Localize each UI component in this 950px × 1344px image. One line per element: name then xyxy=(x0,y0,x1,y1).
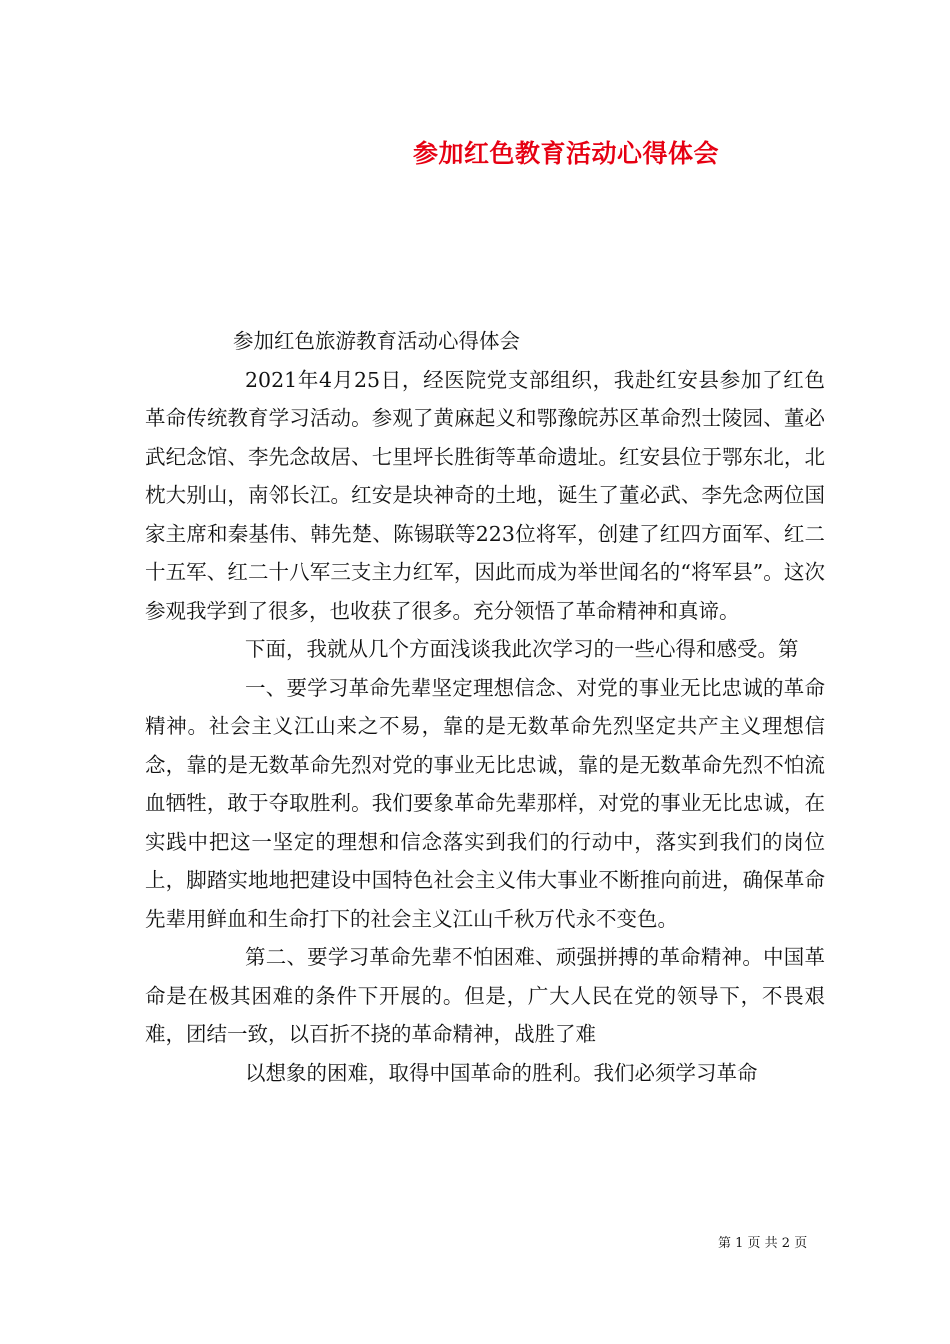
page-number-footer: 第 1 页 共 2 页 xyxy=(718,1236,808,1251)
document-title: 参加红色教育活动心得体会 xyxy=(413,139,720,168)
paragraph-continuation: 以想象的困难，取得中国革命的胜利。我们必须学习革命 xyxy=(245,1060,758,1085)
document-subtitle: 参加红色旅游教育活动心得体会 xyxy=(233,329,520,353)
paragraph-transition: 下面，我就从几个方面浅谈我此次学习的一些心得和感受。第 xyxy=(245,637,799,661)
paragraph-point-two: 第二、要学习革命先辈不怕困难、顽强拼搏的革命精神。中国革命是在极其困难的条件下开展的。但是，广大人民在党的领导下，不畏艰难，团结一致，以百折不挠的革命精神，战胜了难 xyxy=(145,945,825,1046)
document-body xyxy=(145,322,825,1092)
paragraph-intro: 2021年4月25日，经医院党支部组织，我赴红安县参加了红色革命传统教育学习活动。参观了黄麻起义和鄂豫皖苏区革命烈士陵园、董必武纪念馆、李先念故居、七里坪长胜街等革命遗址。红安县位于鄂东北，北枕大别山，南邻长江。红安是块神奇的土地，诞生了董必武、李先念两位国家主席和秦基伟、韩先楚、陈锡联等223位将军，创建了红四方面军、红二十五军、红二十八军三支主力红军，因此而成为举世闻名的“将军县”。这次参观我学到了很多，也收获了很多。充分领悟了革命精神和真谛。 xyxy=(145,367,825,623)
paragraph-point-one: 一、要学习革命先辈坚定理想信念、对党的事业无比忠诚的革命精神。社会主义江山来之不易，靠的是无数革命先烈坚定共产主义理想信念，靠的是无数革命先烈对党的事业无比忠诚，靠的是无数革命先烈不怕流血牺牲，敢于夺取胜利。我们要象革命先辈那样，对党的事业无比忠诚，在实践中把这一坚定的理想和信念落实到我们的行动中，落实到我们的岗位上，脚踏实地地把建设中国特色社会主义伟大事业不断推向前进，确保革命先辈用鲜血和生命打下的社会主义江山千秋万代永不变色。 xyxy=(145,675,825,931)
